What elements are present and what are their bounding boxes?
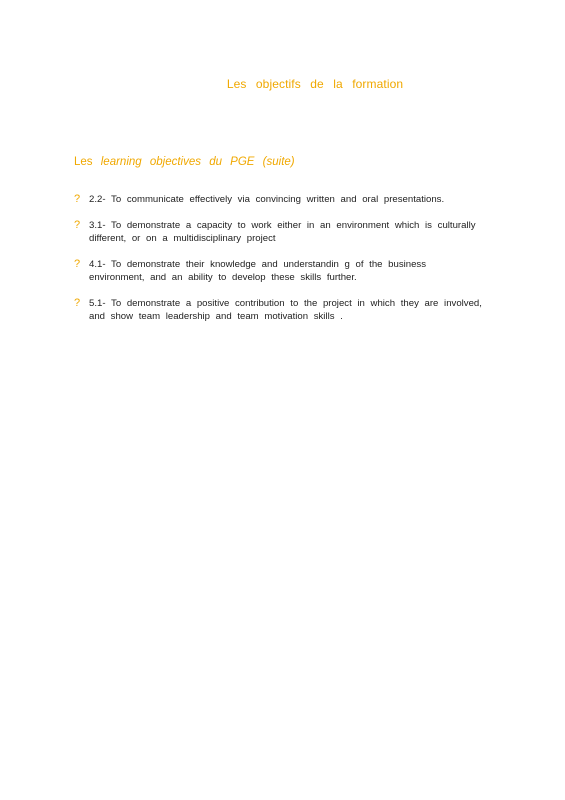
item-line: 5.1- To demonstrate a positive contribution to the project in which they are involved, [89,298,482,309]
subtitle-emphasis: learning objectives du PGE (suite) [100,156,295,168]
bullet-icon: ? [74,219,81,231]
list-item [74,193,494,206]
subtitle-lead: Les [74,156,101,168]
page-title: Les objectifs de la formation [226,77,404,91]
list-item [74,297,494,323]
item-line: 4.1- To demonstrate their knowledge and understandin g of the business [89,259,427,270]
item-line-continued: different, or on a multidisciplinary project [89,233,276,244]
bullet-icon: ? [74,193,81,205]
list-item [74,258,494,284]
section-subtitle [74,156,295,168]
item-line: 3.1- To demonstrate a capacity to work either in an environment which is culturally [89,220,476,231]
bullet-icon: ? [74,258,81,270]
item-line-continued: environment, and an ability to develop these skills further. [89,272,357,283]
item-line: 2.2- To communicate effectively via convincing written and oral presentations. [89,194,445,205]
item-line-continued: and show team leadership and team motivation skills . [89,311,343,322]
objectives-list [74,193,494,336]
list-item [74,219,494,245]
bullet-icon: ? [74,297,81,309]
